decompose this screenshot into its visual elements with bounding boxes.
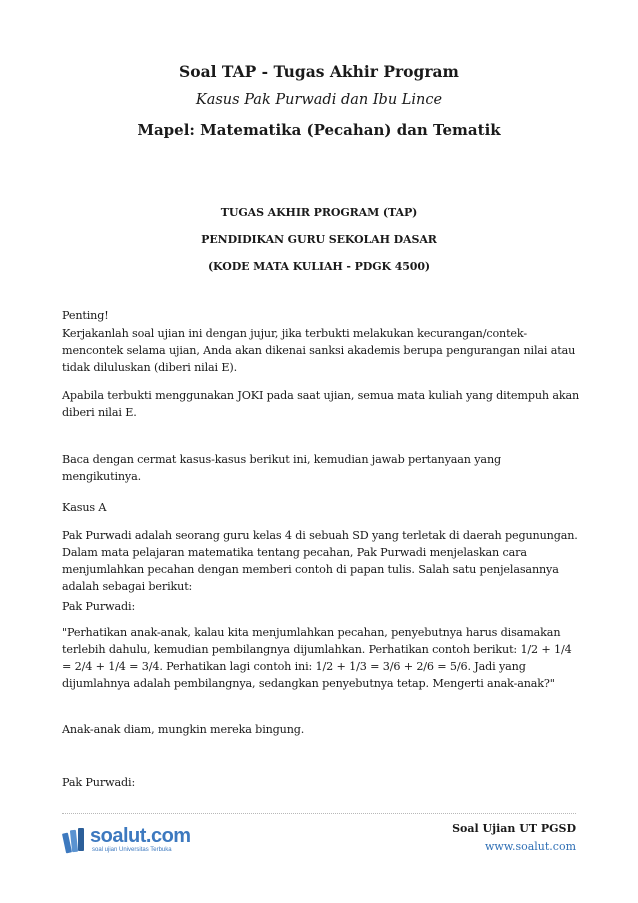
paragraph-warning-joki: Apabila terbukti menggunakan JOKI pada saat ujian, semua mata kuliah yang ditempuh akan diberi nilai E. (62, 389, 580, 419)
teacher-quote: "Perhatikan anak-anak, kalau kita menjumlahkan pecahan, penyebutnya harus disamakan terlebih dahulu, kemudian pembilangnya dijumlahkan. Perhatikan contoh berikut: 1/2 + 1/4 = 2/4 + 1/4 = 3/4. Perhatikan lagi contoh ini: 1/2 + 1/3 = 3/6 + 2/6 = 5/6. Jadi yang dijumlahnya adalah pembilangnya, sedangkan penyebutnya tetap. Mengerti anak-anak?" (62, 626, 572, 690)
footer-url-link[interactable]: www.soalut.com (485, 840, 576, 853)
speaker-label-2: Pak Purwadi: (62, 776, 136, 789)
program-department: PENDIDIKAN GURU SEKOLAH DASAR (201, 233, 437, 246)
footer-title: Soal Ujian UT PGSD (452, 822, 576, 835)
paragraph-case-a: Pak Purwadi adalah seorang guru kelas 4 di sebuah SD yang terletak di daerah pegunungan. Dalam mata pelajaran matematika tentang pecahan, Pak Purwadi menjelaskan cara menjumlahkan pecahan dengan memberi contoh di papan tulis. Salah satu penjelasannya adalah sebagai berikut: (62, 529, 578, 593)
paragraph-instruction: Baca dengan cermat kasus-kasus berikut ini, kemudian jawab pertanyaan yang mengikutinya. (62, 453, 502, 483)
soalut-logo (62, 825, 222, 857)
paragraph-warning-cheating: Kerjakanlah soal ujian ini dengan jujur, jika terbukti melakukan kecurangan/contek-mencontek selama ujian, Anda akan dikenai sanksi akademis berupa pengurangan nilai atau tidak diluluskan (diberi nilai E). (62, 327, 576, 374)
logo-tagline: soal ujian Universitas Terbuka (92, 847, 172, 853)
document-title: Soal TAP - Tugas Akhir Program (179, 62, 459, 81)
case-label: Kasus A (62, 501, 107, 514)
program-course-code: (KODE MATA KULIAH - PDGK 4500) (207, 260, 431, 273)
document-subject: Mapel: Matematika (Pecahan) dan Tematik (137, 121, 501, 139)
speaker-label: Pak Purwadi: (62, 600, 136, 613)
program-heading: TUGAS AKHIR PROGRAM (TAP) (220, 206, 418, 219)
footer-info (452, 822, 576, 853)
penting-label: Penting! (62, 309, 109, 322)
logo-wordmark: soalut.com (90, 825, 191, 847)
books-icon (62, 825, 88, 855)
document-subtitle: Kasus Pak Purwadi dan Ibu Lince (195, 92, 443, 108)
footer-divider (62, 813, 576, 814)
paragraph-students-reaction: Anak-anak diam, mungkin mereka bingung. (62, 723, 305, 736)
